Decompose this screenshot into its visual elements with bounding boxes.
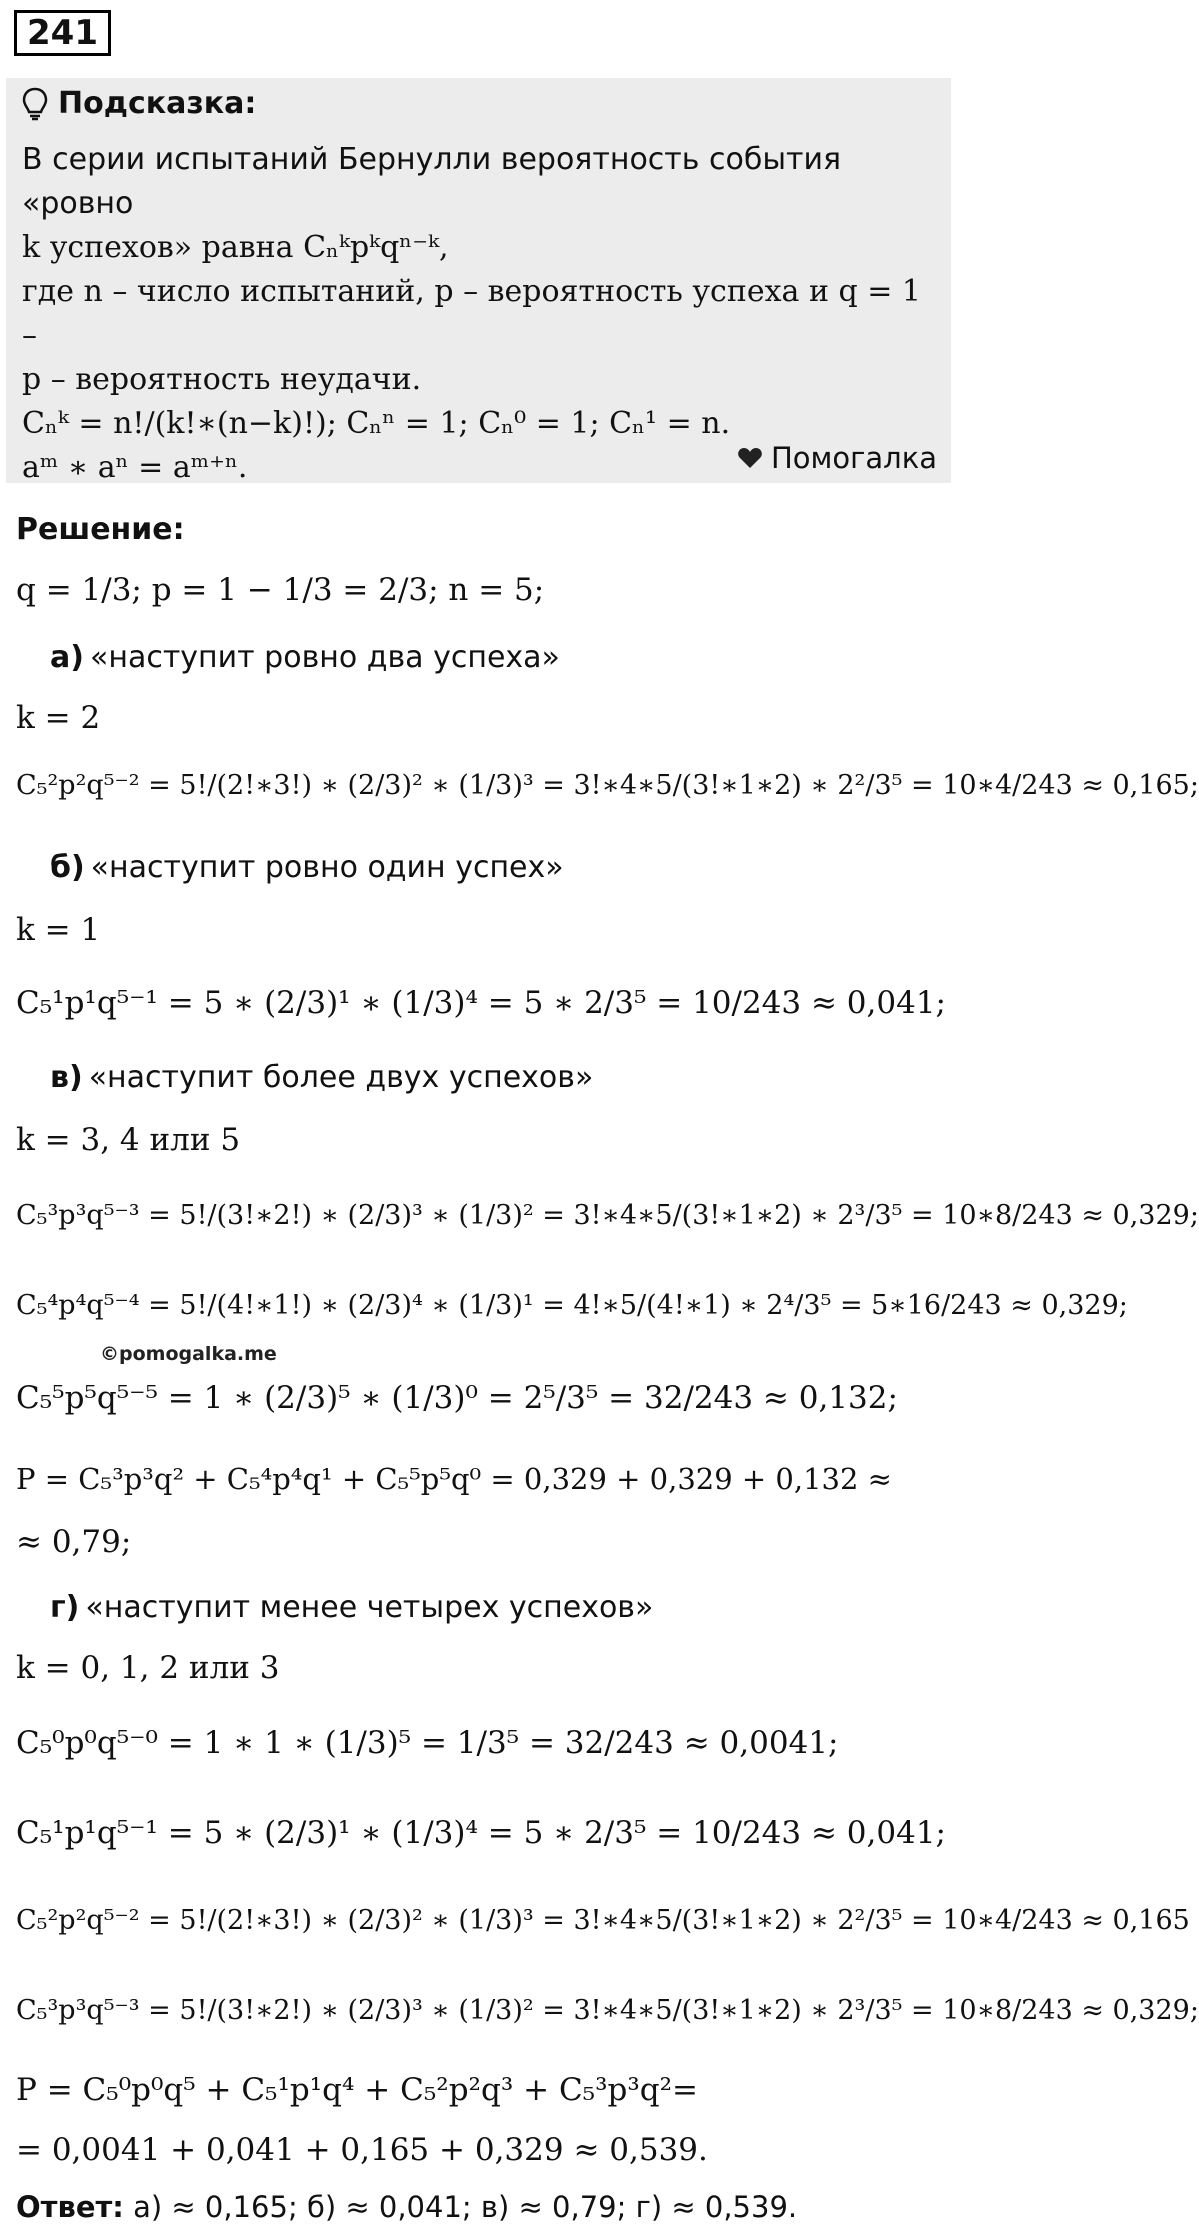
hint-body: [22, 138, 942, 490]
case-b-label: б): [50, 850, 85, 885]
case-d-equation-3: C₅³p³q⁵⁻³ = 5!/(3!∗2!) ∗ (2/3)³ ∗ (1/3)² = 3!∗4∗5/(3!∗1∗2) ∗ 2³/3⁵ = 10∗8/243 ≈ 0,329;: [16, 1995, 1199, 2026]
answer-line: [16, 2190, 797, 2224]
case-b-text: «наступит ровно один успех»: [90, 850, 564, 885]
solution-title: Решение:: [16, 512, 185, 547]
case-a-k: k = 2: [16, 700, 101, 736]
case-d-equation-2: C₅²p²q⁵⁻² = 5!/(2!∗3!) ∗ (2/3)² ∗ (1/3)³ = 3!∗4∗5/(3!∗1∗2) ∗ 2²/3⁵ = 10∗4/243 ≈ 0,165: [16, 1905, 1190, 1936]
case-c-equation-3: C₅³p³q⁵⁻³ = 5!/(3!∗2!) ∗ (2/3)³ ∗ (1/3)² = 3!∗4∗5/(3!∗1∗2) ∗ 2³/3⁵ = 10∗8/243 ≈ 0,329;: [16, 1200, 1199, 1231]
case-d-k: k = 0, 1, 2 или 3: [16, 1650, 280, 1686]
case-c-label: в): [50, 1060, 83, 1095]
case-c-sum-result: ≈ 0,79;: [16, 1524, 132, 1560]
case-c-equation-4: C₅⁴p⁴q⁵⁻⁴ = 5!/(4!∗1!) ∗ (2/3)⁴ ∗ (1/3)¹ = 4!∗5/(4!∗1) ∗ 2⁴/3⁵ = 5∗16/243 ≈ 0,329;: [16, 1290, 1128, 1321]
case-d-sum-result: = 0,0041 + 0,041 + 0,165 + 0,329 ≈ 0,539.: [16, 2132, 708, 2168]
watermark: ©pomogalka.me: [100, 1343, 277, 1365]
given-line: q = 1/3; p = 1 − 1/3 = 2/3; n = 5;: [16, 572, 545, 608]
hint-line: aᵐ ∗ aⁿ = aᵐ⁺ⁿ.: [22, 450, 248, 485]
case-d-equation-1: C₅¹p¹q⁵⁻¹ = 5 ∗ (2/3)¹ ∗ (1/3)⁴ = 5 ∗ 2/3⁵ = 10/243 ≈ 0,041;: [16, 1815, 946, 1851]
case-d-sum: P = C₅⁰p⁰q⁵ + C₅¹p¹q⁴ + C₅²p²q³ + C₅³p³q²=: [16, 2072, 699, 2108]
hint-line: где n – число испытаний, p – вероятность успеха и q = 1 –: [22, 274, 921, 353]
case-b-heading: [50, 850, 564, 885]
hint-title: Подсказка:: [58, 86, 257, 121]
hint-line: Cₙᵏ = n!/(k!∗(n−k)!); Cₙⁿ = 1; Cₙ⁰ = 1; Cₙ¹ = n.: [22, 406, 731, 441]
case-d-label: г): [50, 1590, 80, 1625]
case-a-label: а): [50, 640, 84, 675]
answer-label: Ответ:: [16, 2190, 124, 2224]
case-a-text: «наступит ровно два успеха»: [89, 640, 560, 675]
hint-line: k успехов» равна Cₙᵏpᵏqⁿ⁻ᵏ,: [22, 230, 449, 265]
hint-box: [6, 78, 951, 483]
case-c-equation-5: C₅⁵p⁵q⁵⁻⁵ = 1 ∗ (2/3)⁵ ∗ (1/3)⁰ = 2⁵/3⁵ = 32/243 ≈ 0,132;: [16, 1380, 898, 1416]
hint-line: В серии испытаний Бернулли вероятность события «ровно: [22, 142, 842, 221]
case-d-heading: [50, 1590, 653, 1625]
hint-header: [22, 86, 256, 121]
case-d-text: «наступит менее четырех успехов»: [85, 1590, 654, 1625]
problem-number: 241: [14, 10, 111, 56]
hint-line: p – вероятность неудачи.: [22, 362, 422, 397]
case-b-k: k = 1: [16, 912, 101, 948]
case-a-heading: [50, 640, 560, 675]
case-c-k: k = 3, 4 или 5: [16, 1122, 241, 1158]
answer-text: а) ≈ 0,165; б) ≈ 0,041; в) ≈ 0,79; г) ≈ 0,539.: [133, 2190, 798, 2224]
case-d-equation-0: C₅⁰p⁰q⁵⁻⁰ = 1 ∗ 1 ∗ (1/3)⁵ = 1/3⁵ = 32/243 ≈ 0,0041;: [16, 1725, 839, 1761]
lightbulb-icon: [22, 87, 48, 121]
case-a-equation: C₅²p²q⁵⁻² = 5!/(2!∗3!) ∗ (2/3)² ∗ (1/3)³ = 3!∗4∗5/(3!∗1∗2) ∗ 2²/3⁵ = 10∗4/243 ≈ 0,165;: [16, 770, 1199, 801]
case-c-heading: [50, 1060, 593, 1095]
case-c-sum: P = C₅³p³q² + C₅⁴p⁴q¹ + C₅⁵p⁵q⁰ = 0,329 + 0,329 + 0,132 ≈: [16, 1462, 892, 1496]
brand-label: Помогалка: [771, 441, 937, 475]
case-c-text: «наступит более двух успехов»: [88, 1060, 594, 1095]
brand-link[interactable]: [737, 441, 937, 475]
heart-icon: [737, 447, 763, 469]
case-b-equation: C₅¹p¹q⁵⁻¹ = 5 ∗ (2/3)¹ ∗ (1/3)⁴ = 5 ∗ 2/3⁵ = 10/243 ≈ 0,041;: [16, 985, 946, 1021]
